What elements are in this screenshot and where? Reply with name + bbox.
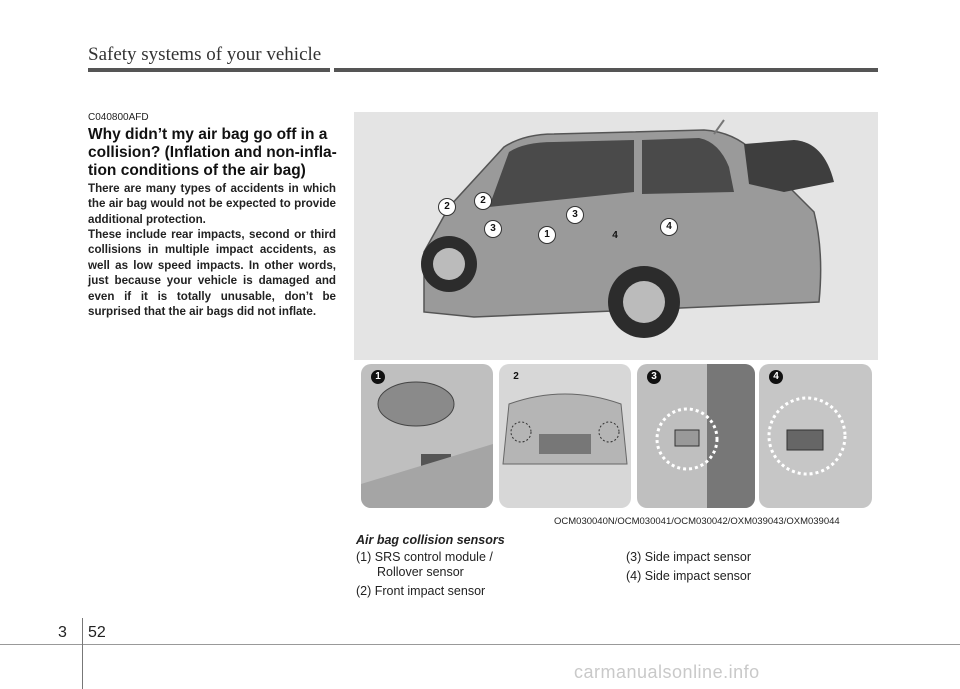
thumb-number-1: 1: [371, 370, 385, 384]
thumb-side-impact-sensor-pillar: [637, 364, 755, 508]
heading-line-1: Why didn’t my air bag go off in a: [88, 126, 328, 143]
paragraph-1: There are many types of accidents in which the air bag would not be expected to provide additional protection.: [88, 182, 336, 226]
car-marker-2-right: 2: [474, 192, 492, 210]
caption-1-line-2: Rollover sensor: [377, 565, 464, 579]
thumb-front-impact-sensor: [499, 364, 631, 508]
caption-1: [356, 550, 493, 580]
car-marker-4-rear: 4: [660, 218, 678, 236]
heading-line-3: tion conditions of the air bag): [88, 162, 306, 179]
watermark: carmanualsonline.info: [574, 662, 760, 682]
caption-2: (2) Front impact sensor: [356, 584, 486, 598]
car-marker-3-left: 3: [484, 220, 502, 238]
footer-rule: [0, 644, 960, 645]
car-marker-4-door: 4: [612, 230, 618, 241]
page-header-title: Safety systems of your vehicle: [88, 44, 322, 65]
thumb-number-3: 3: [647, 370, 661, 384]
footer-divider: [82, 618, 83, 689]
caption-4: (4) Side impact sensor: [626, 569, 752, 583]
thumb-srs-control-module: [361, 364, 493, 508]
figure-caption-title: Air bag collision sensors: [356, 533, 505, 547]
thumb-side-impact-sensor-door: [759, 364, 872, 508]
caption-3: (3) Side impact sensor: [626, 550, 752, 564]
thumb-number-2: 2: [513, 371, 519, 382]
car-marker-2-left: 2: [438, 198, 456, 216]
header-rule-gap: [330, 66, 334, 74]
car-illustration: [354, 112, 878, 360]
section-code: C040800AFD: [88, 112, 149, 123]
caption-1-line-1: (1) SRS control module /: [356, 550, 493, 564]
chapter-number: 3: [58, 624, 67, 641]
section-heading: [88, 126, 338, 180]
image-code: OCM030040N/OCM030041/OCM030042/OXM039043/OXM039044: [554, 516, 840, 527]
paragraph-2: These include rear impacts, second or third collisions in multiple impact accidents, as well as low speed impacts. In other words, just because your vehicle is damaged and even if it is totally unusable, don’t be surprised that the air bags did not inflate.: [88, 228, 336, 319]
header-rule: [88, 68, 878, 72]
car-marker-3-right: 3: [566, 206, 584, 224]
page-number: 52: [88, 624, 106, 641]
thumb-number-4: 4: [769, 370, 783, 384]
car-marker-1: 1: [538, 226, 556, 244]
heading-line-2: collision? (Inflation and non-infla-: [88, 144, 337, 161]
